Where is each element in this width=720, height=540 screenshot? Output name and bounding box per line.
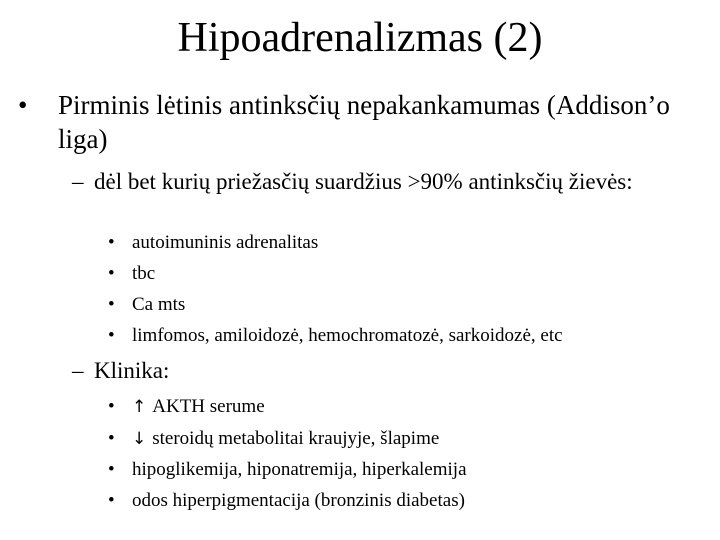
main-bullet-item: [18, 88, 708, 156]
bullet-icon: •: [108, 428, 115, 449]
bullet-icon: •: [108, 232, 115, 253]
sub-item-cause-text: dėl bet kurių priežasčių suardžius >90% antinksčių žievės:: [94, 169, 633, 194]
dash-icon: –: [72, 169, 84, 194]
list-item-text: odos hiperpigmentacija (bronzinis diabetas): [132, 490, 465, 511]
list-item: [108, 396, 708, 418]
list-item-label: AKTH serume: [152, 396, 265, 417]
list-item-label: steroidų metabolitai kraujyje, šlapime: [152, 428, 440, 449]
sub-item-clinic: [72, 356, 712, 385]
list-item: [108, 459, 708, 481]
list-item: [108, 428, 708, 450]
main-bullet-text: Pirminis lėtinis antinksčių nepakankamumas (Addison’o liga): [58, 90, 670, 154]
slide-title: Hipoadrenalizmas (2): [177, 15, 543, 61]
sub-item-clinic-text: Klinika:: [94, 358, 170, 383]
list-item-text: hipoglikemija, hiponatremija, hiperkalemija: [132, 459, 467, 480]
list-item-text: [132, 396, 708, 418]
list-item-text: Ca mts: [132, 294, 186, 315]
list-item: [108, 294, 708, 316]
sub-item-cause: [72, 167, 712, 196]
list-item-text: [132, 428, 708, 450]
bullet-icon: •: [108, 294, 115, 315]
list-item-text: limfomos, amiloidozė, hemochromatozė, sarkoidozė, etc: [132, 325, 563, 346]
down-arrow-icon: ↓: [132, 429, 147, 449]
dash-icon: –: [72, 358, 84, 383]
list-item: [108, 490, 708, 512]
list-item: [108, 325, 708, 347]
bullet-icon: •: [108, 459, 115, 480]
up-arrow-icon: ↑: [132, 397, 147, 417]
bullet-icon: •: [108, 263, 115, 284]
list-item: [108, 263, 708, 285]
bullet-icon: •: [108, 396, 115, 417]
bullet-icon: •: [18, 90, 28, 120]
list-item: [108, 232, 708, 254]
bullet-icon: •: [108, 325, 115, 346]
list-item-text: tbc: [132, 263, 156, 284]
list-item-text: autoimuninis adrenalitas: [132, 232, 319, 253]
bullet-icon: •: [108, 490, 115, 511]
